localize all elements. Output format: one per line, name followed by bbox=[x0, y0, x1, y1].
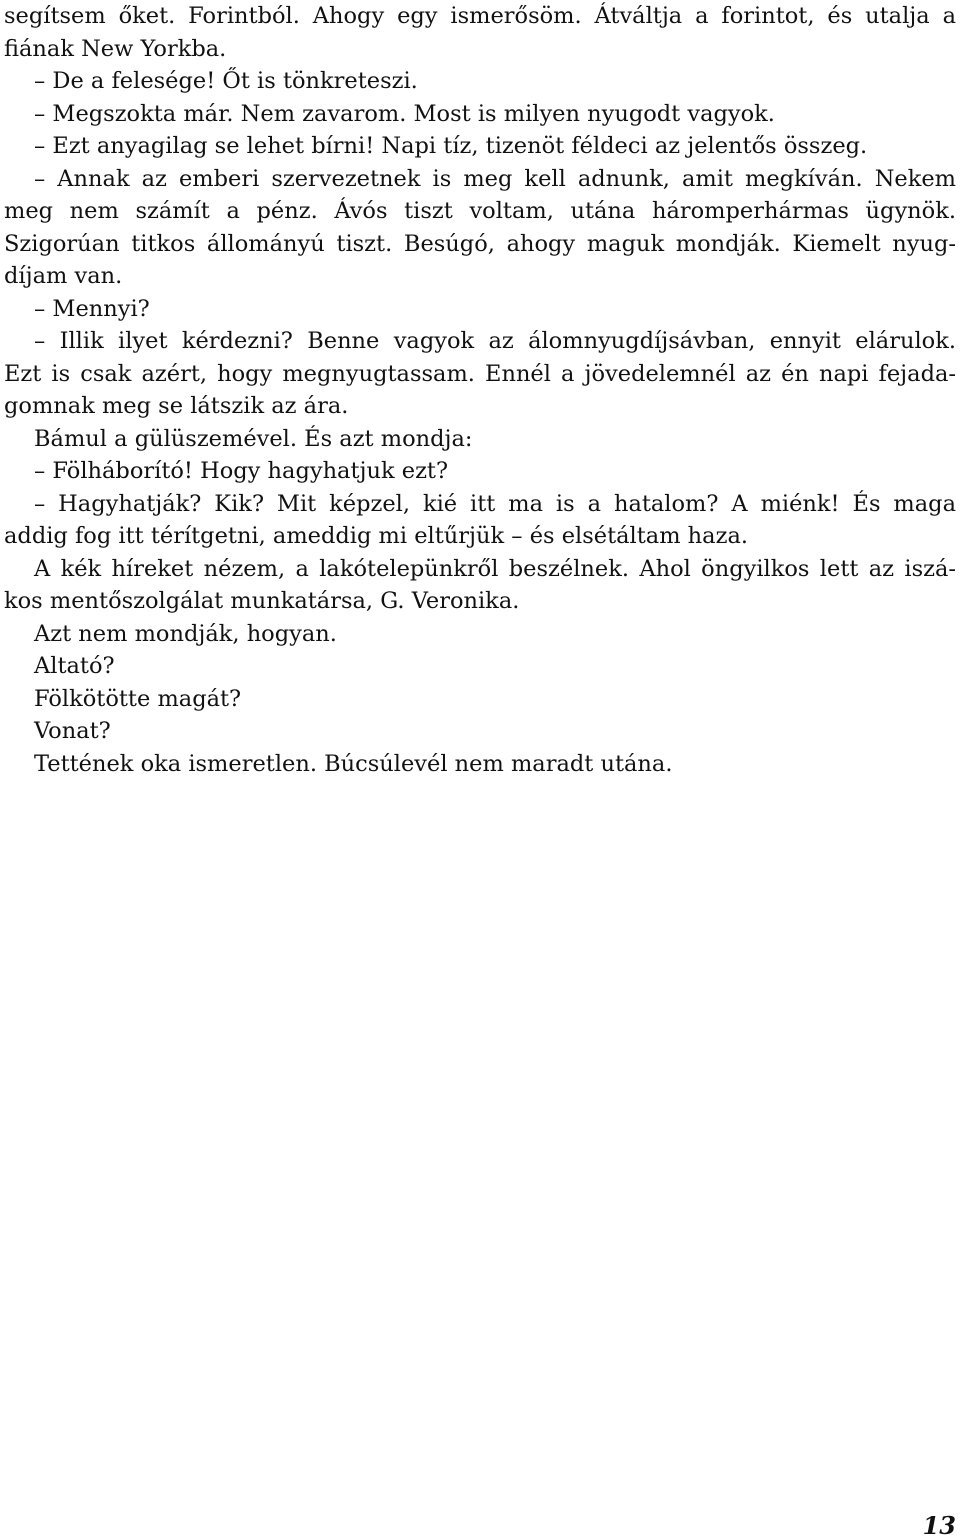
dialogue-line: – Hagyhatják? Kik? Mit képzel, kié itt ma is a hatalom? A miénk! És maga bbox=[34, 490, 956, 517]
text-line: Szigorúan titkos állományú tiszt. Besúgó, ahogy maguk mondják. Kiemelt nyug- bbox=[4, 230, 956, 257]
dialogue-line: – Fölháborító! Hogy hagyhatjuk ezt? bbox=[34, 458, 449, 484]
paragraph-line: Azt nem mondják, hogyan. bbox=[34, 620, 337, 647]
text-line: Ezt is csak azért, hogy megnyugtassam. Ennél a jövedelemnél az én napi fejada- bbox=[4, 360, 956, 387]
text-line: fiának New Yorkba. bbox=[4, 35, 227, 62]
paragraph-line: Bámul a gülüszemével. És azt mondja: bbox=[34, 425, 473, 452]
dialogue-line: – Ezt anyagilag se lehet bírni! Napi tíz, tizenöt féldeci az jelentős összeg. bbox=[34, 133, 868, 159]
text-line: addig fog itt térítgetni, ameddig mi eltűrjük – és elsétáltam haza. bbox=[4, 523, 749, 549]
paragraph-line: A kék híreket nézem, a lakótelepünkről beszélnek. Ahol öngyilkos lett az iszá- bbox=[34, 555, 956, 582]
paragraph-line: Tettének oka ismeretlen. Búcsúlevél nem maradt utána. bbox=[34, 750, 673, 777]
text-line: meg nem számít a pénz. Ávós tiszt voltam, utána háromperhármas ügynök. bbox=[4, 198, 956, 224]
text-line: díjam van. bbox=[4, 263, 123, 289]
paragraph-line: Fölkötötte magát? bbox=[34, 685, 242, 712]
dialogue-line: – Illik ilyet kérdezni? Benne vagyok az álomnyugdíjsávban, ennyit elárulok. bbox=[34, 328, 956, 354]
text-line: segítsem őket. Forintból. Ahogy egy ismerősöm. Átváltja a forintot, és utalja a bbox=[4, 3, 956, 29]
text-line: gomnak meg se látszik az ára. bbox=[4, 393, 349, 419]
text-line: kos mentőszolgálat munkatársa, G. Veronika. bbox=[4, 588, 520, 614]
dialogue-line: – Annak az emberi szervezetnek is meg kell adnunk, amit megkíván. Nekem bbox=[34, 165, 956, 192]
paragraph-line: Vonat? bbox=[34, 718, 111, 744]
dialogue-line: – De a felesége! Őt is tönkreteszi. bbox=[34, 68, 418, 94]
dialogue-line: – Megszokta már. Nem zavarom. Most is milyen nyugodt vagyok. bbox=[34, 100, 775, 127]
paragraph-line: Altató? bbox=[34, 653, 115, 679]
book-page-text bbox=[4, 0, 956, 780]
dialogue-line: – Mennyi? bbox=[34, 295, 150, 322]
page-number: 13 bbox=[922, 1511, 956, 1540]
